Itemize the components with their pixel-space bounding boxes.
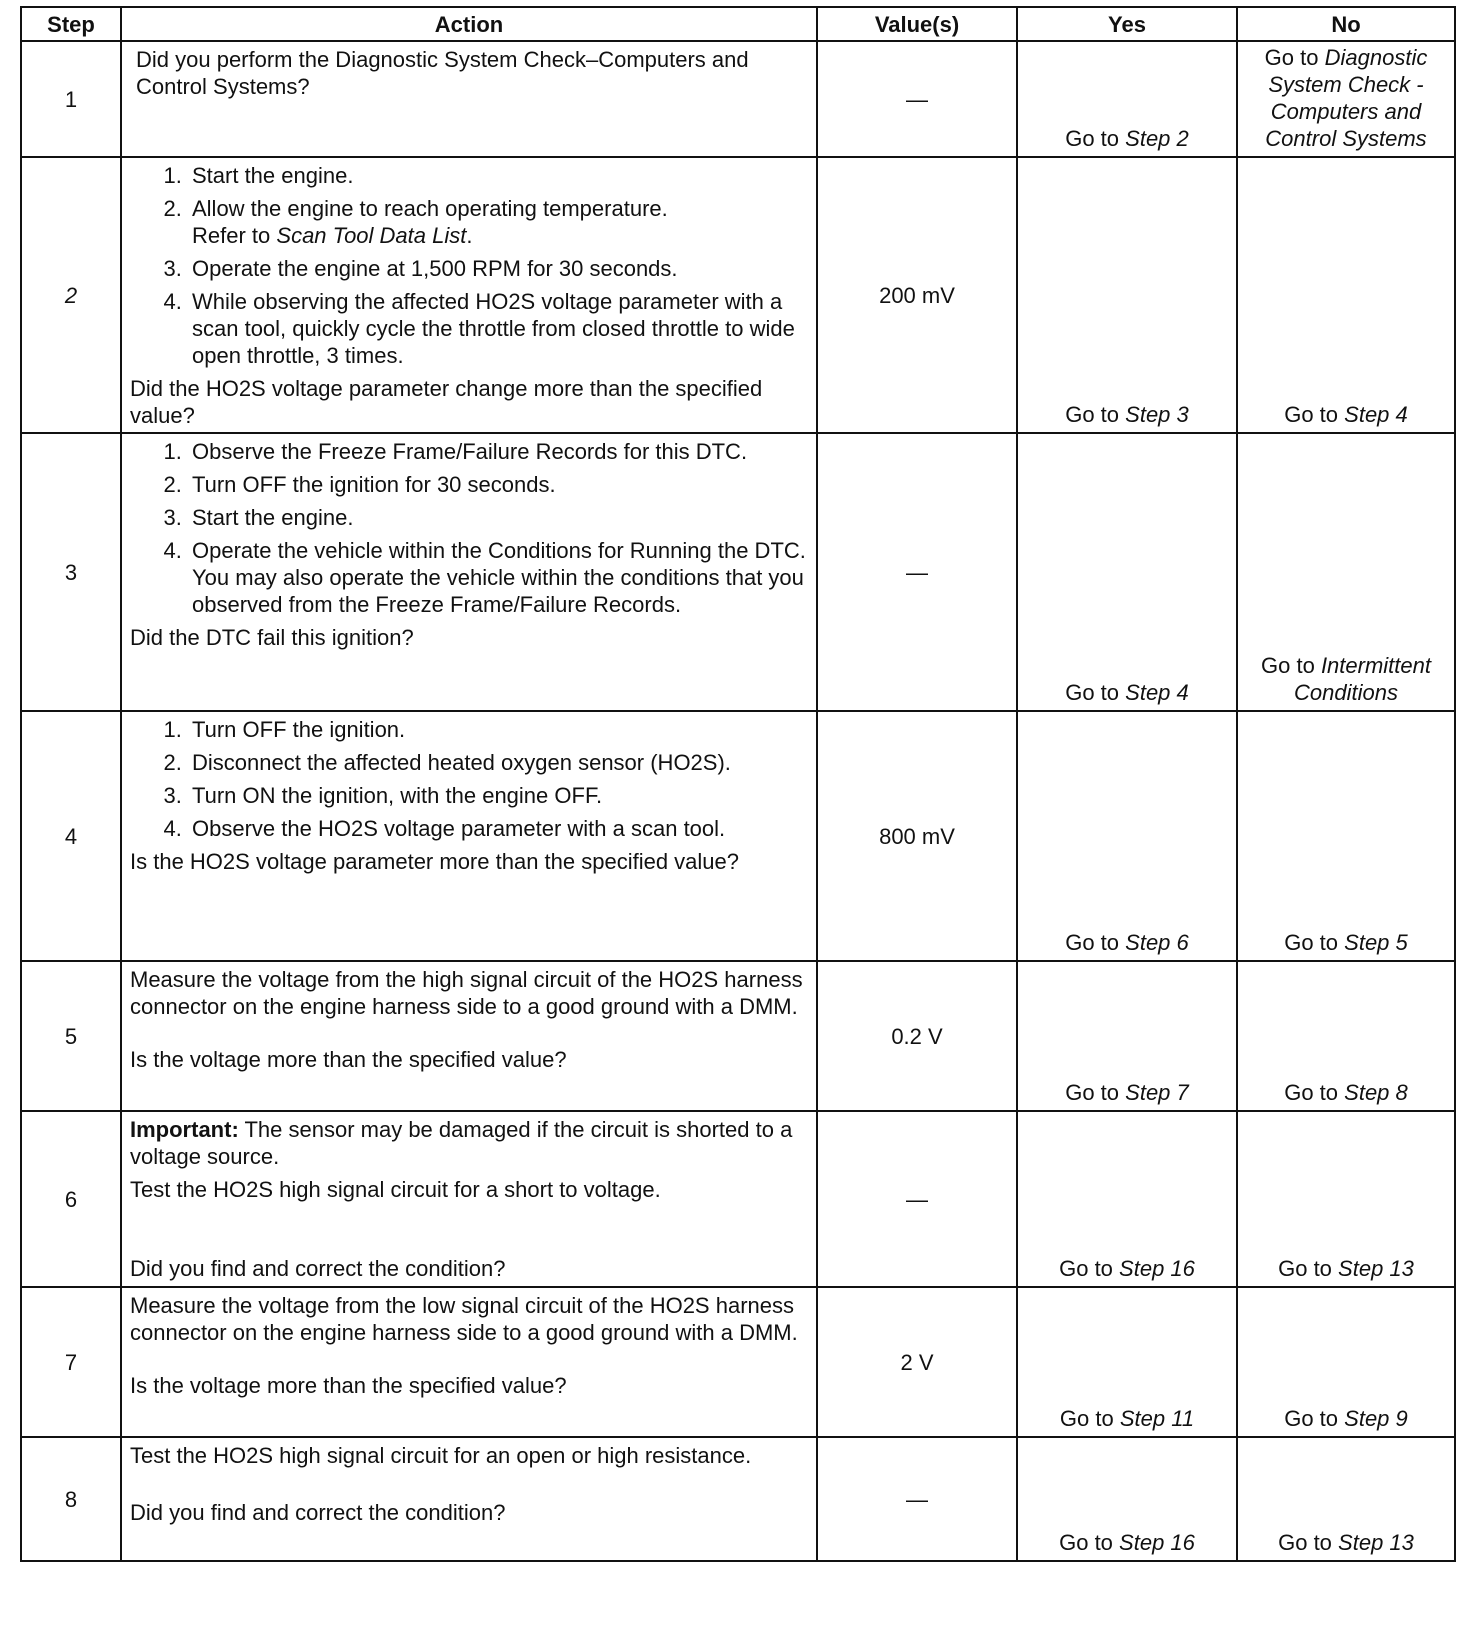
substep-item: 1. Observe the Freeze Frame/Failure Records for this DTC.	[188, 438, 808, 465]
value-cell: —	[817, 1111, 1017, 1287]
yes-cell[interactable]	[1017, 961, 1237, 1111]
no-cell[interactable]	[1237, 961, 1455, 1111]
table-row	[21, 1287, 1455, 1437]
substep-item: 2. Allow the engine to reach operating temperature. Refer to Scan Tool Data List.	[188, 195, 808, 249]
action-cell	[121, 1437, 817, 1561]
step-number: 3	[21, 433, 121, 711]
go-to-label: Go to	[1065, 126, 1120, 151]
important-label: Important:	[130, 1117, 239, 1142]
substep-item: 1. Turn OFF the ignition.	[188, 716, 808, 743]
header-yes: Yes	[1017, 7, 1237, 41]
no-cell[interactable]	[1237, 433, 1455, 711]
no-cell[interactable]	[1237, 711, 1455, 961]
step-number: 1	[21, 41, 121, 157]
no-target-link[interactable]: Step 8	[1344, 1080, 1408, 1105]
substep-item: 3. Start the engine.	[188, 504, 808, 531]
go-to-label: Go to	[1284, 1406, 1339, 1431]
table-row	[21, 157, 1455, 433]
step-number: 6	[21, 1111, 121, 1287]
step-number: 4	[21, 711, 121, 961]
substep-list	[130, 162, 808, 369]
yes-cell[interactable]	[1017, 1287, 1237, 1437]
no-cell[interactable]	[1237, 41, 1455, 157]
go-to-label: Go to	[1059, 1256, 1113, 1281]
action-cell	[121, 711, 817, 961]
substep-item: 2. Turn OFF the ignition for 30 seconds.	[188, 471, 808, 498]
yes-cell[interactable]	[1017, 1437, 1237, 1561]
substep-item: 1. Start the engine.	[188, 162, 808, 189]
go-to-label: Go to	[1059, 1406, 1114, 1431]
action-text: Test the HO2S high signal circuit for a short to voltage.	[130, 1177, 661, 1202]
yes-cell[interactable]	[1017, 711, 1237, 961]
no-cell[interactable]	[1237, 1437, 1455, 1561]
yes-cell[interactable]	[1017, 41, 1237, 157]
table-row	[21, 711, 1455, 961]
substep-item: 2. Disconnect the affected heated oxygen sensor (HO2S).	[188, 749, 808, 776]
no-cell[interactable]	[1237, 157, 1455, 433]
header-no: No	[1237, 7, 1455, 41]
table-row	[21, 1111, 1455, 1287]
yes-target-link[interactable]: Step 11	[1119, 1406, 1195, 1431]
substep-list	[130, 716, 808, 842]
no-cell[interactable]	[1237, 1111, 1455, 1287]
substep-item: 3. Operate the engine at 1,500 RPM for 30 seconds.	[188, 255, 808, 282]
header-row	[21, 7, 1455, 41]
step-number: 8	[21, 1437, 121, 1561]
table-row	[21, 961, 1455, 1111]
yes-cell[interactable]	[1017, 157, 1237, 433]
action-cell	[121, 1111, 817, 1287]
substep-item: 4. Observe the HO2S voltage parameter with a scan tool.	[188, 815, 808, 842]
action-cell	[121, 41, 817, 157]
question-text: Did the DTC fail this ignition?	[130, 625, 414, 650]
no-target-link[interactable]: Step 4	[1344, 402, 1408, 427]
step-number: 5	[21, 961, 121, 1111]
table-row	[21, 1437, 1455, 1561]
question-text: Did you find and correct the condition?	[130, 1500, 506, 1525]
question-text: Is the voltage more than the specified value?	[130, 1373, 567, 1398]
go-to-label: Go to	[1278, 1530, 1332, 1555]
action-text: Measure the voltage from the low signal circuit of the HO2S harness connector on the engine harness side to a good ground with a DMM.	[130, 1293, 798, 1345]
question-text: Did you find and correct the condition?	[130, 1256, 506, 1281]
yes-cell[interactable]	[1017, 433, 1237, 711]
go-to-label: Go to	[1065, 930, 1120, 955]
action-cell	[121, 1287, 817, 1437]
no-target-link[interactable]: Diagnostic System Check - Computers and Control Systems	[1265, 45, 1428, 151]
table-row	[21, 433, 1455, 711]
yes-target-link[interactable]: Step 7	[1125, 1080, 1189, 1105]
value-cell: —	[817, 41, 1017, 157]
no-target-link[interactable]: Step 5	[1344, 930, 1408, 955]
header-step: Step	[21, 7, 121, 41]
action-text: Did you perform the Diagnostic System Check–Computers and Control Systems?	[136, 47, 749, 99]
action-cell	[121, 433, 817, 711]
value-cell: —	[817, 1437, 1017, 1561]
substep-text: Allow the engine to reach operating temperature.	[192, 196, 668, 221]
step-number: 2	[21, 157, 121, 433]
action-cell	[121, 961, 817, 1111]
substep-list	[130, 438, 808, 618]
no-target-link[interactable]: Step 13	[1338, 1530, 1414, 1555]
go-to-label: Go to	[1264, 45, 1319, 70]
value-cell: 800 mV	[817, 711, 1017, 961]
value-cell: 2 V	[817, 1287, 1017, 1437]
go-to-label: Go to	[1065, 680, 1120, 705]
refer-link[interactable]: Scan Tool Data List	[276, 223, 467, 248]
value-cell: 200 mV	[817, 157, 1017, 433]
no-cell[interactable]	[1237, 1287, 1455, 1437]
go-to-label: Go to	[1284, 930, 1339, 955]
yes-target-link[interactable]: Step 6	[1125, 930, 1189, 955]
go-to-label: Go to	[1059, 1530, 1113, 1555]
yes-target-link[interactable]: Step 16	[1119, 1530, 1195, 1555]
diagnostic-table	[20, 6, 1456, 1562]
important-text: The sensor may be damaged if the circuit is shorted to a voltage source.	[130, 1117, 793, 1169]
question-text: Is the voltage more than the specified value?	[130, 1047, 567, 1072]
go-to-label: Go to	[1284, 402, 1339, 427]
go-to-label: Go to	[1284, 1080, 1339, 1105]
yes-target-link[interactable]: Step 3	[1125, 402, 1189, 427]
action-cell	[121, 157, 817, 433]
substep-item: 4. Operate the vehicle within the Conditions for Running the DTC. You may also operate the vehicle within the conditions that you observed from the Freeze Frame/Failure Records.	[188, 537, 808, 618]
important-note	[130, 1116, 808, 1170]
question-text: Did the HO2S voltage parameter change more than the specified value?	[130, 376, 763, 428]
step-number: 7	[21, 1287, 121, 1437]
yes-target-link[interactable]: Step 2	[1125, 126, 1189, 151]
action-text: Test the HO2S high signal circuit for an open or high resistance.	[130, 1443, 752, 1468]
go-to-label: Go to	[1065, 1080, 1120, 1105]
header-values: Value(s)	[817, 7, 1017, 41]
go-to-label: Go to	[1065, 402, 1120, 427]
go-to-label: Go to	[1278, 1256, 1332, 1281]
no-target-link[interactable]: Step 9	[1344, 1406, 1408, 1431]
value-cell: 0.2 V	[817, 961, 1017, 1111]
no-target-link[interactable]: Step 13	[1338, 1256, 1414, 1281]
action-text: Measure the voltage from the high signal circuit of the HO2S harness connector on the engine harness side to a good ground with a DMM.	[130, 967, 803, 1019]
go-to-label: Go to	[1261, 653, 1315, 678]
yes-target-link[interactable]: Step 16	[1119, 1256, 1195, 1281]
refer-prefix: Refer to	[192, 223, 271, 248]
question-text: Is the HO2S voltage parameter more than the specified value?	[130, 849, 740, 874]
header-action: Action	[121, 7, 817, 41]
substep-item: 4. While observing the affected HO2S voltage parameter with a scan tool, quickly cycle the throttle from closed throttle to wide open throttle, 3 times.	[188, 288, 808, 369]
substep-item: 3. Turn ON the ignition, with the engine OFF.	[188, 782, 808, 809]
value-cell: —	[817, 433, 1017, 711]
table-row	[21, 41, 1455, 157]
yes-cell[interactable]	[1017, 1111, 1237, 1287]
yes-target-link[interactable]: Step 4	[1125, 680, 1189, 705]
no-target-link[interactable]: Intermittent Conditions	[1294, 653, 1431, 705]
